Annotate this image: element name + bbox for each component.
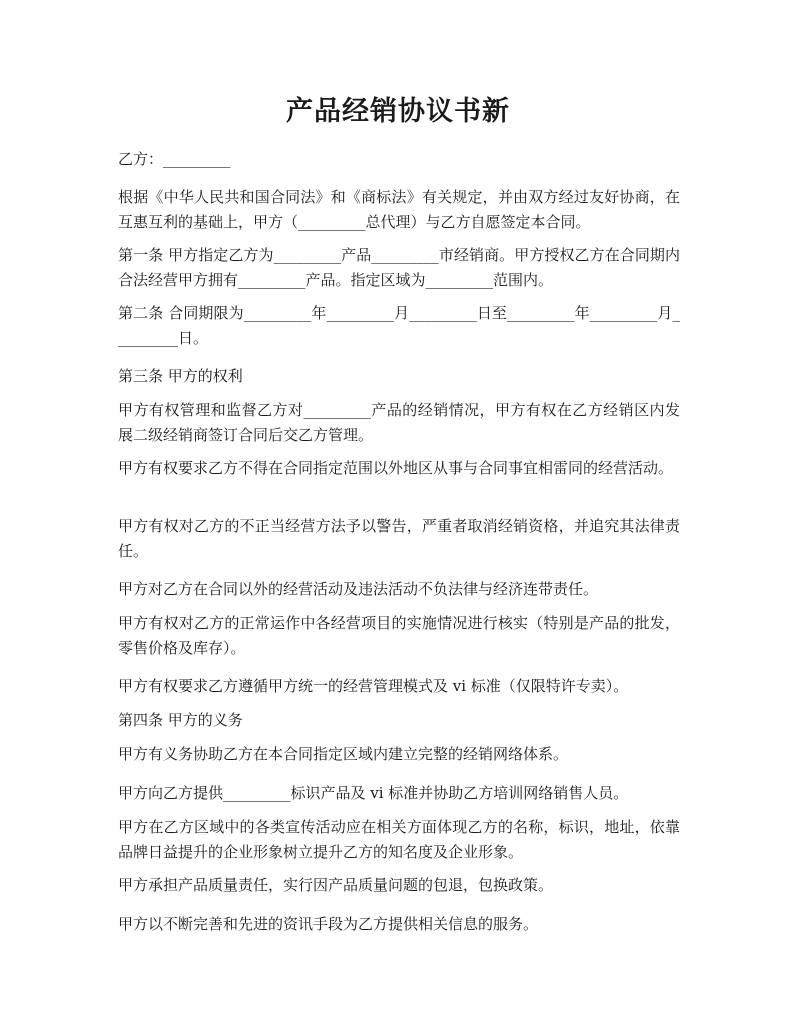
article-3-heading: 第三条 甲方的权利 (118, 367, 243, 385)
party-a-duty-2: 甲方向乙方提供_________标识产品及 vi 标准并协助乙方培训网络销售人员。 (118, 784, 629, 802)
preamble-paragraph: 根据《中华人民共和国合同法》和《商标法》有关规定，并由双方经过友好协商，在互惠互利的基础上，甲方（_________总代理）与乙方自愿签定本合同。 (118, 188, 680, 231)
party-a-right-6: 甲方有权要求乙方遵循甲方统一的经营管理模式及 vi 标准（仅限特许专卖）。 (118, 677, 629, 695)
party-a-duty-5: 甲方以不断完善和先进的资讯手段为乙方提供相关信息的服务。 (118, 915, 539, 933)
party-a-right-1: 甲方有权管理和监督乙方对_________产品的经销情况，甲方有权在乙方经销区内发展二级经销商签订合同后交乙方管理。 (118, 401, 680, 444)
party-b-line: 乙方：_________ (118, 150, 231, 168)
document-title: 产品经销协议书新 (286, 96, 510, 127)
article-4-heading: 第四条 甲方的义务 (118, 711, 243, 729)
party-a-duty-4: 甲方承担产品质量责任，实行因产品质量问题的包退，包换政策。 (118, 876, 554, 894)
party-a-right-2: 甲方有权要求乙方不得在合同指定范围以外地区从事与合同事宜相雷同的经营活动。 (118, 459, 674, 477)
article-1-paragraph: 第一条 甲方指定乙方为_________产品_________市经销商。甲方授权乙方在合同期内合法经营甲方拥有_________产品。指定区域为_________范围内。 (118, 246, 680, 289)
party-a-duty-3: 甲方在乙方区域中的各类宣传活动应在相关方面体现乙方的名称，标识，地址，依靠品牌日益提升的企业形象树立提升乙方的知名度及企业形象。 (118, 818, 680, 861)
party-a-right-5: 甲方有权对乙方的正常运作中各经营项目的实施情况进行核实（特别是产品的批发，零售价格及库存）。 (118, 614, 680, 657)
article-2-paragraph: 第二条 合同期限为_________年_________月_________日至_________年_________月_________日。 (118, 304, 680, 347)
party-a-right-4: 甲方对乙方在合同以外的经营活动及违法活动不负法律与经济连带责任。 (118, 580, 599, 598)
party-a-duty-1: 甲方有义务协助乙方在本合同指定区域内建立完整的经销网络体系。 (118, 745, 569, 763)
party-a-right-3: 甲方有权对乙方的不正当经营方法予以警告，严重者取消经销资格，并追究其法律责任。 (118, 517, 680, 560)
